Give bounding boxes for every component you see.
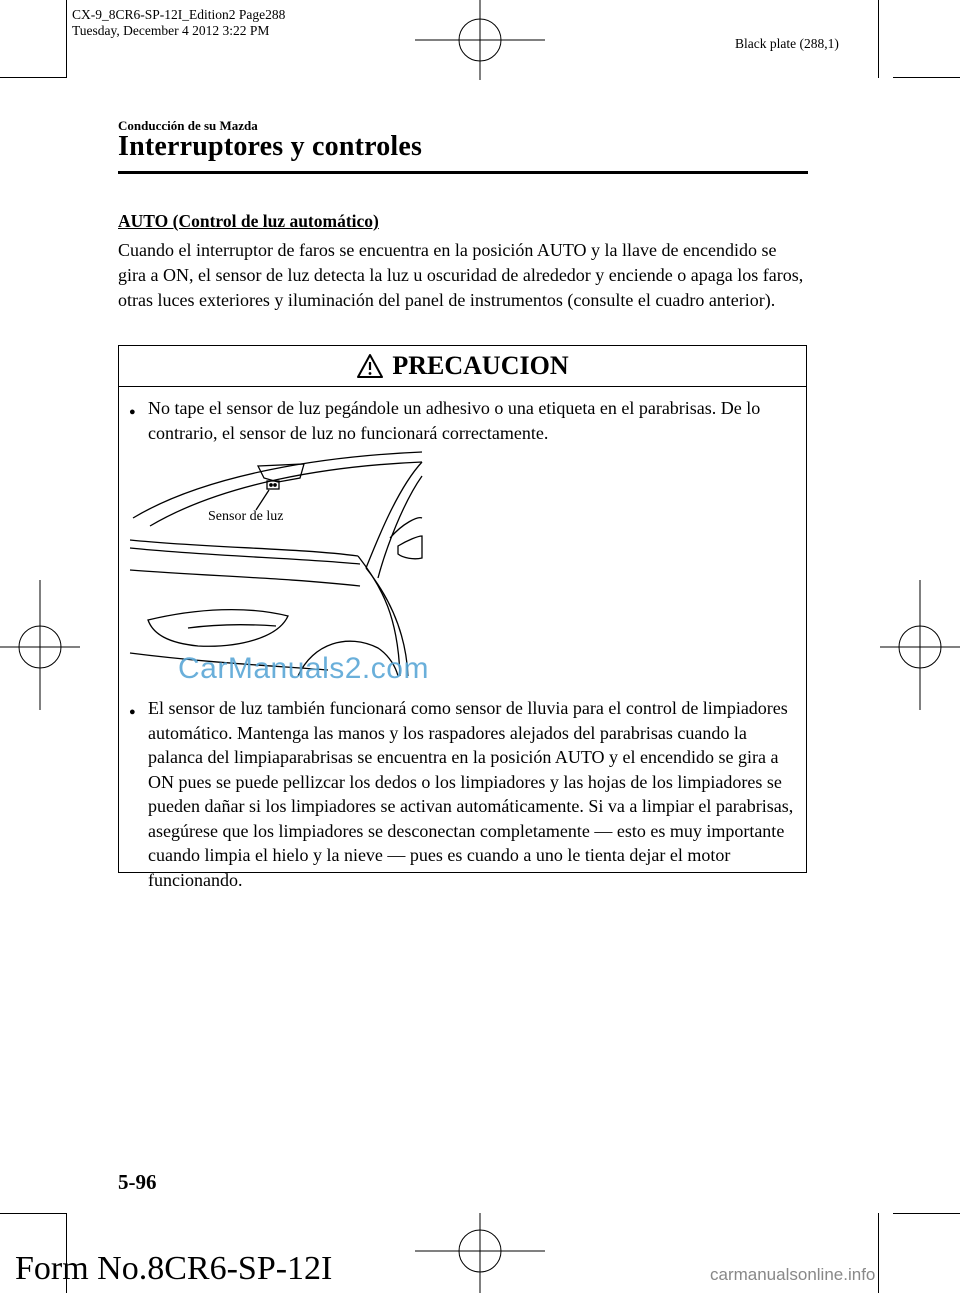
section-label: Conducción de su Mazda bbox=[118, 118, 258, 133]
chapter-title: Interruptores y controles bbox=[118, 131, 423, 162]
registration-target-bottom-icon bbox=[415, 1213, 545, 1293]
light-sensor-illustration bbox=[128, 448, 424, 676]
form-number: Form No.8CR6-SP-12I bbox=[15, 1250, 333, 1287]
caution-title: PRECAUCION bbox=[392, 351, 569, 380]
bullet-icon: ● bbox=[129, 706, 136, 718]
watermark: CarManuals2.com bbox=[178, 652, 429, 685]
caution-bullet-2 bbox=[129, 696, 799, 892]
file-info: CX-9_8CR6-SP-12I_Edition2 Page288 bbox=[72, 7, 286, 22]
registration-target-left-icon bbox=[0, 580, 80, 720]
bullet-text: No tape el sensor de luz pegándole un adhesivo o una etiqueta en el parabrisas. De lo contrario, el sensor de luz no funcionará correctamente. bbox=[148, 398, 761, 443]
bullet-icon: ● bbox=[129, 406, 136, 418]
registration-target-right-icon bbox=[880, 580, 960, 720]
date-info: Tuesday, December 4 2012 3:22 PM bbox=[72, 23, 270, 38]
caution-header bbox=[119, 346, 806, 387]
warning-triangle-icon bbox=[356, 353, 384, 379]
bullet-text: El sensor de luz también funcionará como sensor de lluvia para el control de limpiadores automático. Mantenga las manos y los raspadores alejados del parabrisas cuando la palanca del limpiaparabrisas se encuentra en la posición AUTO y el encendido se gira a ON pues se puede pellizcar los dedos o los limpiadores y las hojas de los limpiadores se pueden dañar si los limpiadores se activan automáticamente. Si va a limpiar el parabrisas, asegúrese que los limpiadores se desconectan completamente ― esto es muy importante cuando limpia el hielo y la nieve ― pues es cuando a uno le tienta dejar el motor funcionando. bbox=[148, 698, 794, 890]
plate-info: Black plate (288,1) bbox=[735, 36, 839, 51]
caution-bullet-1 bbox=[129, 396, 799, 445]
footer-watermark: carmanualsonline.info bbox=[710, 1265, 876, 1284]
subheading: AUTO (Control de luz automático) bbox=[118, 211, 379, 231]
sensor-label: Sensor de luz bbox=[208, 509, 284, 524]
body-paragraph: Cuando el interruptor de faros se encuentra en la posición AUTO y la llave de encendido se gira a ON, el sensor de luz detecta la luz u oscuridad de alrededor y enciende o apaga los faros, otras luces exteriores y iluminación del panel de instrumentos (consulte el cuadro anterior). bbox=[118, 240, 804, 310]
page-number: 5-96 bbox=[118, 1170, 157, 1194]
registration-target-top-icon bbox=[415, 0, 545, 90]
title-rule bbox=[118, 171, 808, 174]
